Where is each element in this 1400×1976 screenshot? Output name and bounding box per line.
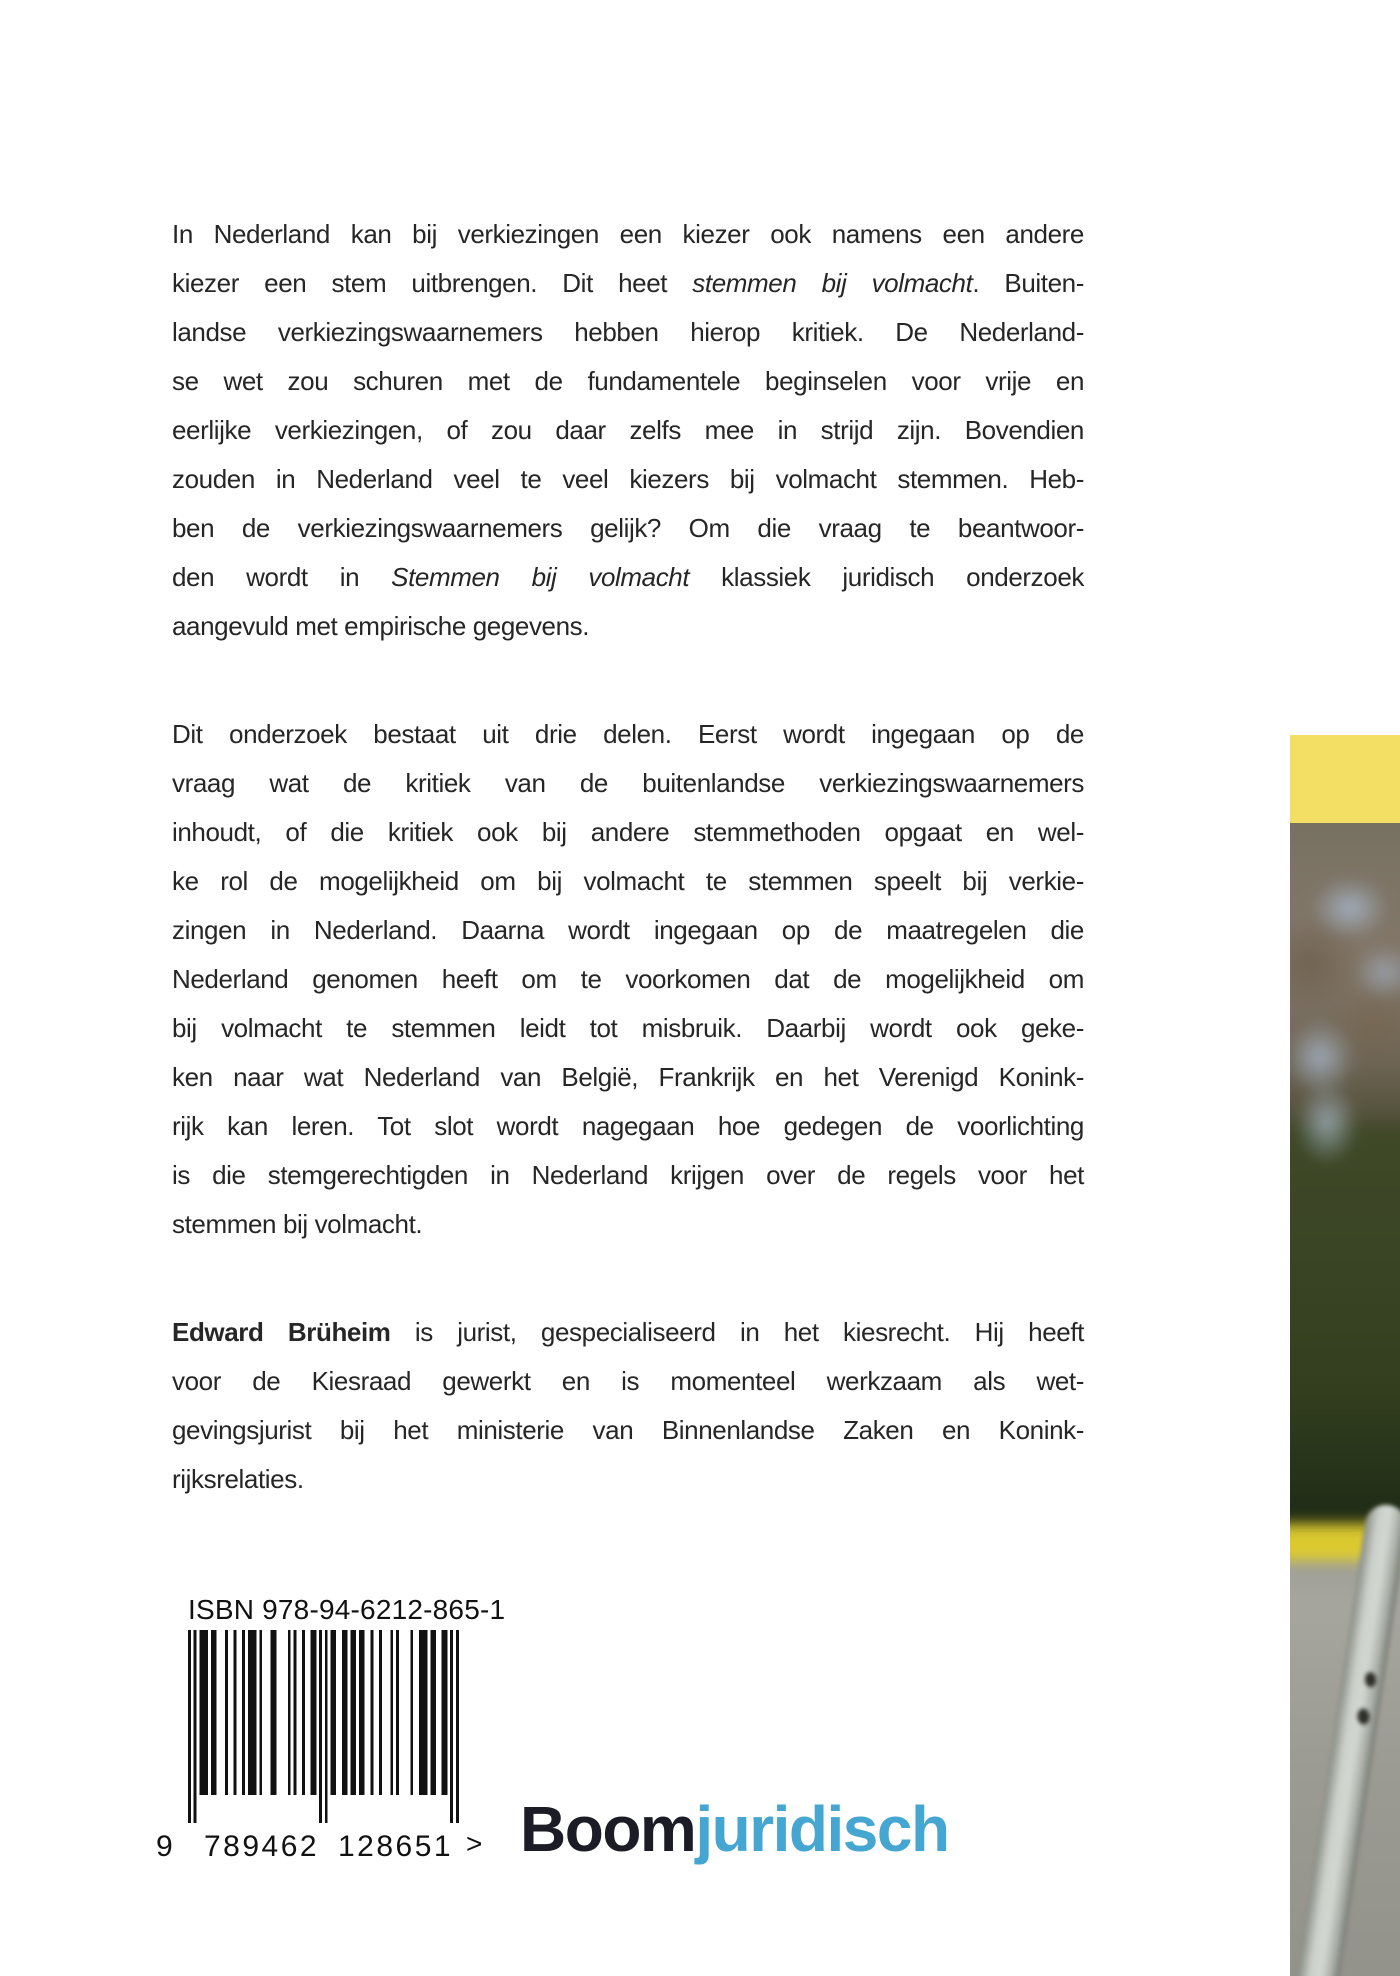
pole-hole xyxy=(1357,1708,1370,1725)
text-segment: rijk kan leren. Tot slot wordt nagegaan hoe gedegen de voorlichting xyxy=(172,1111,1084,1141)
body-line xyxy=(172,955,1084,1004)
logo-juridisch: juridisch xyxy=(695,1793,949,1865)
body-line xyxy=(172,1004,1084,1053)
text-segment: stemmen bij volmacht xyxy=(692,268,973,298)
photo-yellow-band xyxy=(1290,735,1400,823)
text-segment: is jurist, gespecialiseerd in het kiesrecht. Hij heeft xyxy=(390,1317,1084,1347)
barcode-trailing-char: > xyxy=(466,1828,483,1859)
body-line xyxy=(172,259,1084,308)
body-line xyxy=(172,1200,1084,1249)
text-segment: Dit onderzoek bestaat uit drie delen. Eerst wordt ingegaan op de xyxy=(172,719,1084,749)
body-line xyxy=(172,406,1084,455)
text-segment: stemmen bij volmacht. xyxy=(172,1209,423,1239)
text-segment: ben de verkiezingswaarnemers gelijk? Om die vraag te beantwoor- xyxy=(172,513,1084,543)
text-segment: zingen in Nederland. Daarna wordt ingegaan op de maatregelen die xyxy=(172,915,1084,945)
barcode-bars xyxy=(188,1630,459,1823)
body-paragraph xyxy=(172,210,1084,651)
cover-photo xyxy=(1290,823,1400,1976)
body-line xyxy=(172,1455,1084,1504)
text-segment: ken naar wat Nederland van België, Frankrijk en het Verenigd Konink- xyxy=(172,1062,1084,1092)
barcode-digit-first: 9 xyxy=(156,1830,173,1863)
text-segment: Nederland genomen heeft om te voorkomen dat de mogelijkheid om xyxy=(172,964,1084,994)
text-segment: is die stemgerechtigden in Nederland krijgen over de regels voor het xyxy=(172,1160,1084,1190)
body-line xyxy=(172,210,1084,259)
body-paragraph xyxy=(172,710,1084,1249)
logo-boom: Boom xyxy=(520,1793,696,1865)
body-line xyxy=(172,759,1084,808)
body-line xyxy=(172,710,1084,759)
text-segment: Edward Brüheim xyxy=(172,1317,391,1347)
text-segment: zouden in Nederland veel te veel kiezers bij volmacht stemmen. Heb- xyxy=(172,464,1084,494)
text-segment: kiezer een stem uitbrengen. Dit heet xyxy=(172,268,693,298)
text-segment: landse verkiezingswaarnemers hebben hierop kritiek. De Nederland- xyxy=(172,317,1084,347)
body-line xyxy=(172,1053,1084,1102)
text-segment: bij volmacht te stemmen leidt tot misbruik. Daarbij wordt ook geke- xyxy=(172,1013,1084,1043)
body-line xyxy=(172,602,1084,651)
text-segment: eerlijke verkiezingen, of zou daar zelfs mee in strijd zijn. Bovendien xyxy=(172,415,1084,445)
pole-hole xyxy=(1365,1672,1377,1688)
body-line xyxy=(172,1308,1084,1357)
text-segment: gevingsjurist bij het ministerie van Binnenlandse Zaken en Konink- xyxy=(172,1415,1084,1445)
publisher-logo xyxy=(520,1793,949,1865)
body-line xyxy=(172,1102,1084,1151)
body-line xyxy=(172,308,1084,357)
body-line xyxy=(172,1151,1084,1200)
text-segment: voor de Kiesraad gewerkt en is momenteel werkzaam als wet- xyxy=(172,1366,1084,1396)
text-segment: rijksrelaties. xyxy=(172,1464,304,1494)
body-line xyxy=(172,455,1084,504)
text-segment: klassiek juridisch onderzoek xyxy=(689,562,1084,592)
text-segment: se wet zou schuren met de fundamentele beginselen voor vrije en xyxy=(172,366,1084,396)
body-line xyxy=(172,553,1084,602)
barcode-digit-group2: 128651 xyxy=(338,1830,454,1863)
body-line xyxy=(172,1406,1084,1455)
text-segment: In Nederland kan bij verkiezingen een kiezer ook namens een andere xyxy=(172,219,1084,249)
text-segment: . Buiten- xyxy=(972,268,1084,298)
isbn-barcode xyxy=(156,1630,483,1880)
body-line xyxy=(172,857,1084,906)
body-text xyxy=(172,210,1084,1504)
text-segment: aangevuld met empirische gegevens. xyxy=(172,611,590,641)
barcode-digit-group1: 789462 xyxy=(204,1830,320,1863)
body-line xyxy=(172,1357,1084,1406)
text-segment: inhoudt, of die kritiek ook bij andere stemmethoden opgaat en wel- xyxy=(172,817,1084,847)
cover-photo-strip xyxy=(1290,735,1400,1976)
isbn-block xyxy=(156,1594,528,1880)
body-paragraph xyxy=(172,1308,1084,1504)
text-segment: ke rol de mogelijkheid om bij volmacht te stemmen speelt bij verkie- xyxy=(172,866,1084,896)
body-line xyxy=(172,906,1084,955)
text-segment: Stemmen bij volmacht xyxy=(391,562,690,592)
body-line xyxy=(172,808,1084,857)
text-segment: vraag wat de kritiek van de buitenlandse verkiezingswaarnemers xyxy=(172,768,1084,798)
body-line xyxy=(172,504,1084,553)
isbn-label: ISBN 978-94-6212-865-1 xyxy=(188,1594,506,1625)
body-line xyxy=(172,357,1084,406)
text-segment: den wordt in xyxy=(172,562,392,592)
